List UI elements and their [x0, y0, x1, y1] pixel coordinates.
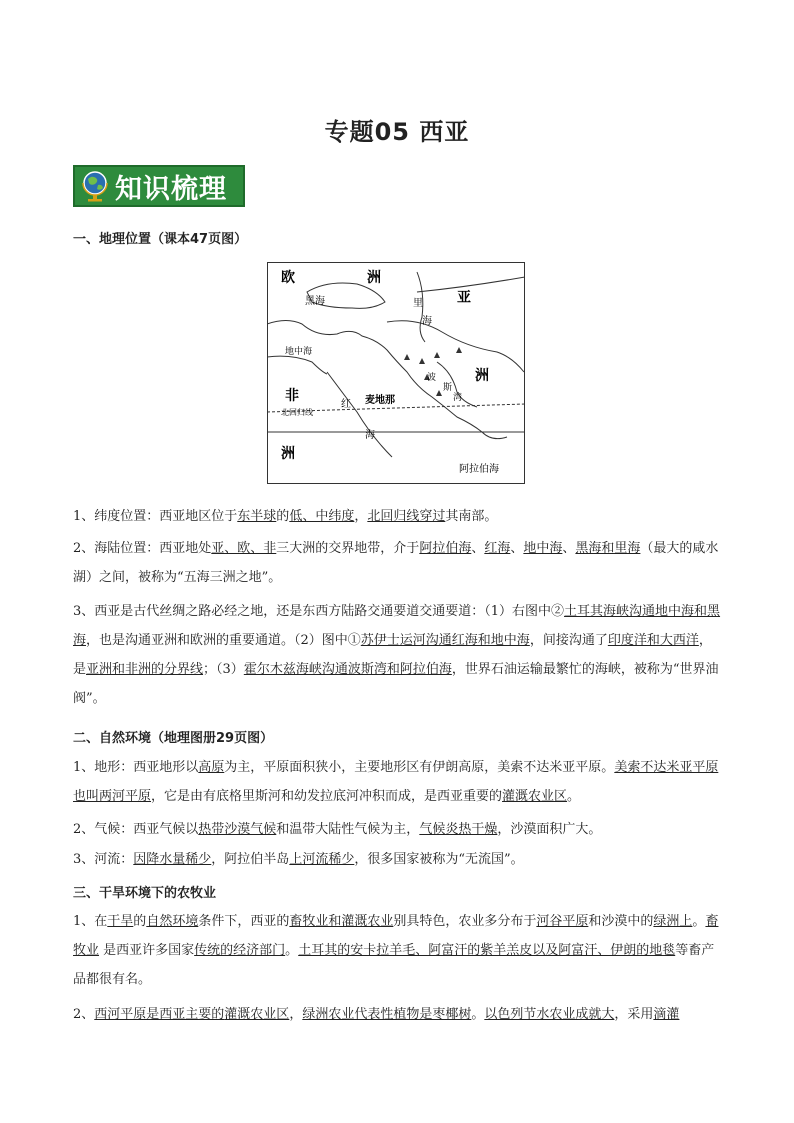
globe-icon — [79, 169, 113, 203]
paragraph-sea-land: 2、海陆位置：西亚地处亚、欧、非三大洲的交界地带，介于阿拉伯海、红海、地中海、黑海和里海（最大的咸水湖）之间，被称为“五海三洲之地”。 — [73, 541, 719, 585]
map-label-black-sea: 黑海 — [305, 296, 325, 307]
map-label-medina: 麦地那 — [365, 395, 395, 406]
paragraph-rivers: 3、河流：因降水量稀少，阿拉伯半岛上河流稀少，很多国家被称为“无流国”。 — [73, 852, 524, 867]
map-label-asia-zhou: 洲 — [475, 368, 489, 384]
map-label-tropic: 北回归线 — [281, 408, 313, 417]
map-label-caspian1: 里 — [413, 298, 423, 309]
map-label-red1: 红 — [341, 399, 351, 410]
map-label-europe2: 洲 — [367, 270, 381, 286]
map-label-persian2: 斯 — [443, 383, 453, 393]
map-label-asia1: 亚 — [457, 290, 471, 306]
paragraph-climate: 2、气候：西亚气候以热带沙漠气候和温带大陆性气候为主，气候炎热干燥，沙漠面积广大。 — [73, 822, 602, 837]
paragraph-silk-road: 3、西亚是古代丝绸之路必经之地，还是东西方陆路交通要道交通要道：（1）右图中②土耳其海峡沟通地中海和黑海，也是沟通亚洲和欧洲的重要通道。（2）图中①苏伊士运河沟通红海和地中海，间接沟通了印度洋和大西洋，是亚洲和非洲的分界线；（3）霍尔木兹海峡沟通波斯湾和阿拉伯海，世界石油运输最繁忙的海峡，被称为“世界油阀”。 — [73, 604, 721, 706]
paragraph-agriculture: 1、在干旱的自然环境条件下，西亚的畜牧业和灌溉农业别具特色，农业多分布于河谷平原和沙漠中的绿洲上。畜牧业 是西亚许多国家传统的经济部门。土耳其的安卡拉羊毛、阿富汗的紫羊羔皮以及阿富汗、伊朗的地毯等畜产品都很有名。 — [73, 914, 719, 987]
section-heading-nature: 二、自然环境（地理图册29页图） — [73, 731, 274, 746]
map-label-red2: 海 — [365, 430, 375, 441]
paragraph-irrigation: 2、西河平原是西亚主要的灌溉农业区，绿洲农业代表性植物是枣椰树。以色列节水农业成就大，采用滴灌 — [73, 1007, 680, 1022]
map-label-arabian-sea: 阿拉伯海 — [459, 464, 499, 475]
section-heading-agriculture: 三、干旱环境下的农牧业 — [73, 886, 217, 901]
banner-label: 知识梳理 — [115, 173, 227, 205]
map-label-africa2: 洲 — [281, 446, 295, 462]
map-label-africa1: 非 — [285, 388, 299, 404]
paragraph-terrain: 1、地形：西亚地形以高原为主，平原面积狭小，主要地形区有伊朗高原，美索不达米亚平原。美索不达米亚平原也叫两河平原，它是由有底格里斯河和幼发拉底河冲积而成，是西亚重要的灌溉农业区。 — [73, 760, 719, 804]
map-label-mediterranean: 地中海 — [285, 347, 313, 357]
west-asia-map — [267, 262, 525, 484]
section-heading-location: 一、地理位置（课本47页图） — [73, 232, 248, 247]
page-title: 专题05 西亚 — [324, 118, 470, 146]
map-label-europe1: 欧 — [281, 270, 295, 286]
map-label-persian1: 波 — [427, 373, 437, 383]
map-label-caspian2: 海 — [422, 316, 432, 327]
map-label-persian3: 湾 — [453, 393, 463, 403]
paragraph-latitude: 1、纬度位置：西亚地区位于东半球的低、中纬度，北回归线穿过其南部。 — [73, 509, 498, 524]
knowledge-banner — [73, 165, 245, 207]
